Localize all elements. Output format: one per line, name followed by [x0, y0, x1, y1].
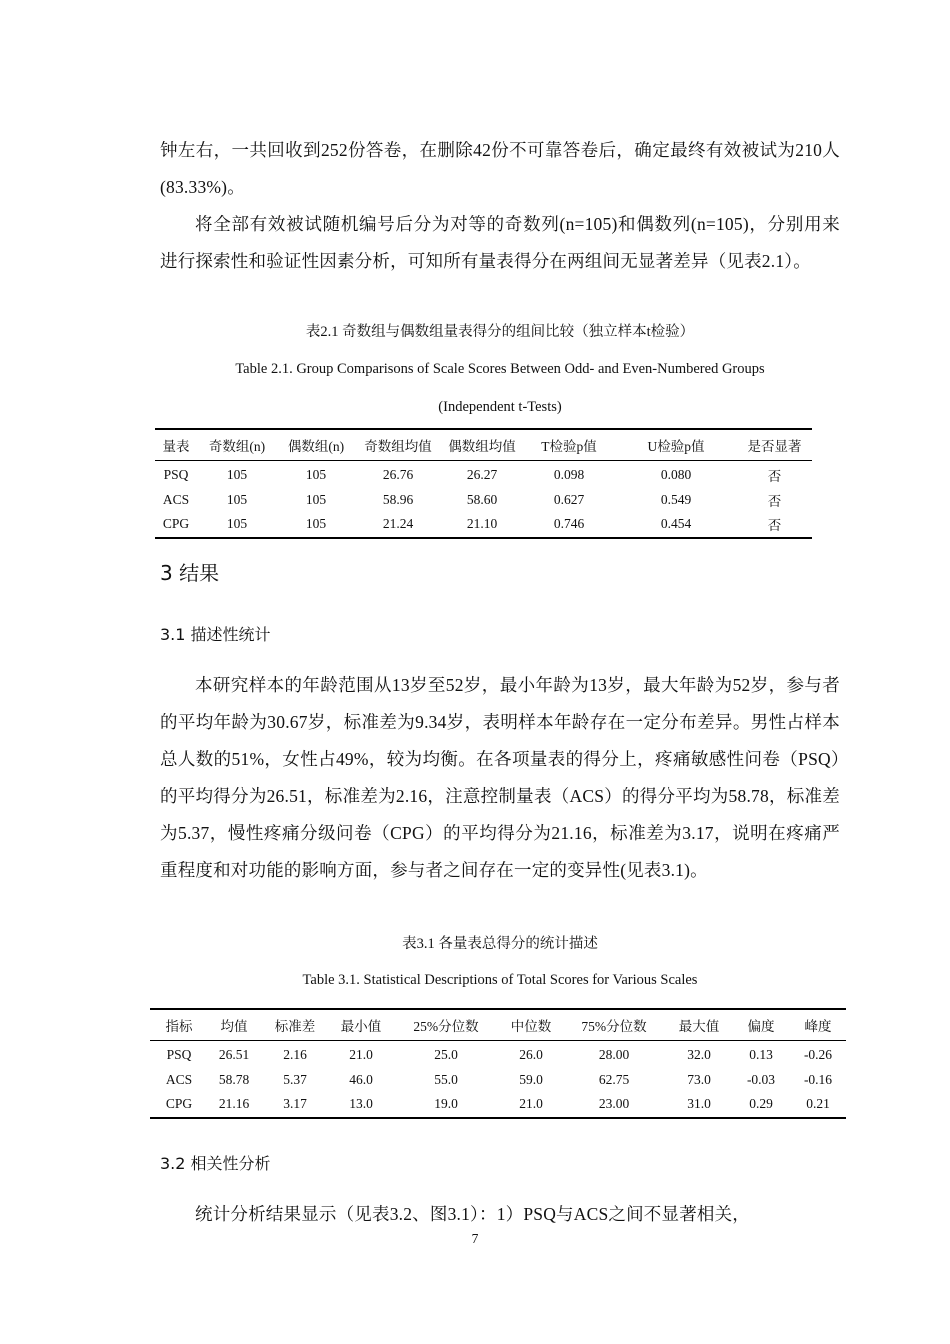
table-cell: -0.03	[746, 1071, 776, 1087]
table-cell: ACS	[162, 491, 190, 507]
header-cell: 峰度	[790, 1009, 846, 1041]
table-cell: 25.0	[434, 1047, 458, 1063]
table-cell: 21.0	[349, 1047, 373, 1063]
table-2-1-caption-cn: 表2.1 奇数组与偶数组量表得分的组间比较（独立样本t检验）	[305, 324, 695, 340]
table-cell: 46.0	[349, 1071, 373, 1087]
table-cell: 21.10	[441, 512, 523, 538]
table-cell: 26.27	[466, 467, 498, 483]
table-3-1-caption-cn: 表3.1 各量表总得分的统计描述	[402, 936, 598, 952]
table-cell: 0.080	[660, 467, 692, 483]
header-cell: 偏度	[732, 1009, 790, 1041]
table-cell: 21.24	[355, 512, 441, 538]
table-cell: 105	[226, 491, 248, 507]
table-2-1-caption-en-sub: (Independent t-Tests)	[438, 399, 562, 415]
table-cell: 62.75	[598, 1071, 630, 1087]
table-cell: -0.26	[803, 1047, 833, 1063]
header-cell: 量表	[155, 429, 197, 461]
table-row	[155, 512, 812, 538]
table-3-1-caption-en: Table 3.1. Statistical Descriptions of Total Scores for Various Scales	[302, 972, 698, 988]
header-cell: 奇数组均值	[355, 429, 441, 461]
header-cell: 最大值	[666, 1009, 732, 1041]
table-cell: PSQ	[163, 467, 189, 483]
table-cell: 58.78	[218, 1071, 250, 1087]
table-cell: 0.627	[553, 491, 585, 507]
table-cell: 105	[277, 512, 355, 538]
table-cell: 13.0	[330, 1092, 392, 1118]
table-row	[150, 1068, 846, 1093]
table-cell: 58.60	[466, 491, 498, 507]
table-cell: 3.17	[260, 1092, 330, 1118]
paragraph-correlation: 统计分析结果显示（见表3.2、图3.1）：1）PSQ与ACS之间不显著相关，	[195, 1204, 750, 1224]
table-cell: CPG	[150, 1092, 208, 1118]
header-cell: 指标	[150, 1009, 208, 1041]
page-number: 7	[471, 1231, 479, 1246]
table-cell: 0.549	[660, 491, 692, 507]
table-cell: 28.00	[598, 1047, 630, 1063]
subsection-heading-correlation: 3.2 相关性分析	[160, 1154, 271, 1173]
table-cell: 55.0	[434, 1071, 458, 1087]
table-2-1-caption-en: Table 2.1. Group Comparisons of Scale Scores Between Odd- and Even-Numbered Groups	[235, 361, 765, 377]
table-cell: 105	[197, 512, 277, 538]
header-cell: 标准差	[260, 1009, 330, 1041]
table-cell: 0.13	[749, 1047, 773, 1063]
table-cell: 32.0	[687, 1047, 711, 1063]
table-cell: 59.0	[519, 1071, 543, 1087]
table-cell: 5.37	[283, 1071, 307, 1087]
header-cell: 最小值	[330, 1009, 392, 1041]
header-cell: U检验p值	[615, 429, 737, 461]
paragraph-descriptive-stats: 本研究样本的年龄范围从13岁至52岁，最小年龄为13岁，最大年龄为52岁，参与者的平均年龄为30.67岁，标准差为9.34岁，表明样本年龄存在一定分布差异。男性占样本总人数的51%，女性占49%，较为均衡。在各项量表的得分上，疼痛敏感性问卷（PSQ）的平均得分为26.51，标准差为2.16，注意控制量表（ACS）的得分平均为58.78，标准差为5.37，慢性疼痛分级问卷（CPG）的平均得分为21.16，标准差为3.17，说明在疼痛严重程度和对功能的影响方面，参与者之间存在一定的变异性(见表3.1)。	[160, 675, 840, 880]
table-cell: ACS	[165, 1071, 193, 1087]
table-cell: 23.00	[562, 1092, 666, 1118]
paragraph-sample-collection: 钟左右，一共回收到252份答卷，在删除42份不可靠答卷后，确定最终有效被试为210人(83.33%)。	[160, 140, 840, 197]
subsection-heading-descriptive: 3.1 描述性统计	[160, 625, 271, 644]
header-cell: 偶数组均值	[441, 429, 523, 461]
table-cell: 105	[305, 467, 327, 483]
paragraph-group-split: 将全部有效被试随机编号后分为对等的奇数列(n=105)和偶数列(n=105)，分别用来进行探索性和验证性因素分析，可知所有量表得分在两组间无显著差异（见表2.1）。	[160, 214, 840, 271]
table-cell: PSQ	[166, 1047, 192, 1063]
table-cell: 26.76	[382, 467, 414, 483]
table-cell: 21.16	[208, 1092, 260, 1118]
table-cell: 0.454	[615, 512, 737, 538]
table-cell: 0.746	[523, 512, 615, 538]
header-cell: 中位数	[500, 1009, 562, 1041]
header-cell: 75%分位数	[562, 1009, 666, 1041]
header-cell: 是否显著	[737, 429, 812, 461]
table-row	[150, 1092, 846, 1118]
header-cell: T检验p值	[523, 429, 615, 461]
table-cell: 73.0	[687, 1071, 711, 1087]
table-cell: 否	[737, 512, 812, 538]
table-header-row	[150, 1009, 846, 1041]
table-header-row	[155, 429, 812, 461]
table-cell: 26.51	[218, 1047, 250, 1063]
table-cell: 否	[767, 469, 782, 485]
table-cell: 0.098	[553, 467, 585, 483]
table-cell: 0.29	[732, 1092, 790, 1118]
section-heading-results: 3 结果	[160, 561, 220, 585]
header-cell: 偶数组(n)	[277, 429, 355, 461]
table-cell: 31.0	[666, 1092, 732, 1118]
table-2-1	[155, 428, 812, 539]
table-cell: 105	[305, 491, 327, 507]
header-cell: 奇数组(n)	[197, 429, 277, 461]
header-cell: 均值	[208, 1009, 260, 1041]
table-cell: 19.0	[392, 1092, 500, 1118]
table-cell: 58.96	[382, 491, 414, 507]
table-cell: 105	[226, 467, 248, 483]
table-row	[150, 1041, 846, 1068]
table-cell: 21.0	[500, 1092, 562, 1118]
table-cell: 0.21	[790, 1092, 846, 1118]
table-cell: -0.16	[803, 1071, 833, 1087]
table-row	[155, 461, 812, 488]
table-cell: 26.0	[519, 1047, 543, 1063]
table-cell: 否	[767, 493, 782, 509]
table-3-1	[150, 1008, 846, 1119]
table-row	[155, 488, 812, 513]
header-cell: 25%分位数	[392, 1009, 500, 1041]
table-cell: 2.16	[283, 1047, 307, 1063]
table-cell: CPG	[155, 512, 197, 538]
